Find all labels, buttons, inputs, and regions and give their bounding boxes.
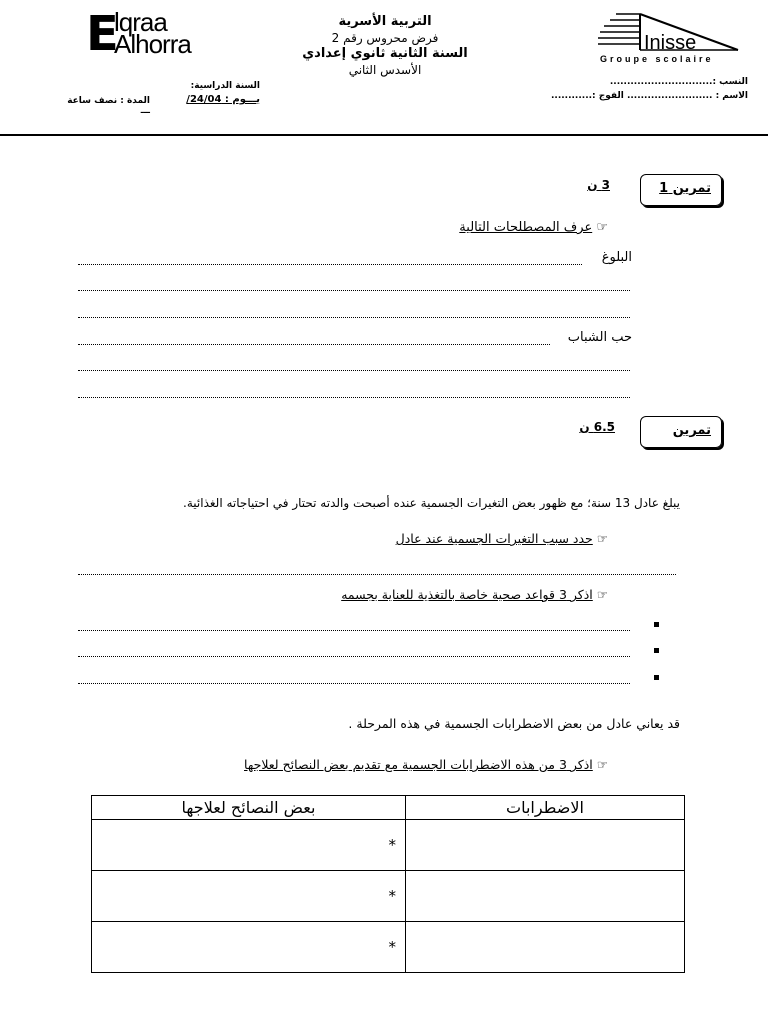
answer-line[interactable] [78, 264, 582, 265]
bullet-icon [654, 675, 659, 680]
answer-line[interactable] [78, 397, 630, 398]
exercise2-points: 6.5 ن [579, 420, 615, 434]
term-acne: حب الشباب [567, 330, 632, 345]
exercise1-instruction-line [420, 220, 608, 235]
pointing-hand-icon: ☞ [596, 531, 608, 546]
table-row [92, 922, 685, 973]
table-header-advice: بعض النصائح لعلاجها [92, 796, 406, 820]
subject-title: التربية الأسرية [338, 14, 432, 29]
header-divider [0, 134, 768, 136]
advice-cell[interactable] [92, 871, 406, 922]
bullet-icon [654, 648, 659, 653]
answer-line[interactable] [78, 574, 676, 575]
logo-word-1: lqraa [114, 7, 167, 37]
asterisk: * [388, 887, 396, 905]
student-surname-field[interactable]: النسب :.............................. [609, 77, 748, 87]
bullet-icon [654, 622, 659, 627]
logo-name: Inisse [644, 32, 697, 54]
level-title: السنة الثانية ثانوي إعدادي [302, 46, 468, 61]
exercise1-title: تمرين 1 [659, 181, 711, 196]
question-3: اذكر 3 من هذه الاضطرابات الجسمية مع تقديم بعض النصائح لعلاجها [244, 757, 593, 772]
answer-line[interactable] [78, 683, 630, 684]
answer-line[interactable] [78, 656, 630, 657]
question-1-line [330, 531, 608, 546]
disorder-cell[interactable] [406, 820, 685, 871]
answer-line[interactable] [78, 344, 550, 345]
table-row [92, 820, 685, 871]
asterisk: * [388, 836, 396, 854]
student-name-group-field[interactable]: الاسم : ......................... الفوج :............ [551, 91, 748, 101]
answer-line[interactable] [78, 630, 630, 631]
asterisk: * [388, 938, 396, 956]
answer-line[interactable] [78, 317, 630, 318]
exercise1-instruction: عرف المصطلحات التالية [459, 220, 593, 235]
logo-iqraa-alhorra [86, 6, 201, 62]
logo-tagline: Groupe scolaire [600, 54, 714, 64]
exam-duration: المدة : نصف ساعة ـــ [67, 96, 150, 116]
exam-title: فرض محروس رقم 2 [331, 31, 439, 45]
pointing-hand-icon: ☞ [596, 587, 608, 602]
answer-line[interactable] [78, 290, 630, 291]
semester-title: الأسدس الثاني [348, 63, 422, 77]
header-center [300, 14, 470, 78]
disorders-table [91, 795, 685, 973]
table-header-row [92, 796, 685, 820]
advice-cell[interactable] [92, 922, 406, 973]
disorder-cell[interactable] [406, 922, 685, 973]
table-row [92, 871, 685, 922]
advice-cell[interactable] [92, 820, 406, 871]
exercise2-title: تمرين [672, 423, 711, 438]
question-3-line [150, 757, 608, 772]
exam-date: يـــوم : 24/04/ [186, 94, 260, 105]
question-2-line [250, 587, 608, 602]
exercise1-points: 3 ن [587, 178, 610, 192]
pointing-hand-icon: ☞ [596, 757, 608, 772]
logo-inisse [596, 10, 746, 70]
school-year-label: السنة الدراسية: [190, 81, 260, 91]
question-1: حدد سبب التغيرات الجسمية عند عادل [395, 531, 593, 546]
table-header-disorders: الاضطرابات [406, 796, 685, 820]
logo-word-2: Alhorra [114, 29, 191, 59]
pointing-hand-icon: ☞ [596, 220, 608, 235]
term-puberty: البلوغ [601, 250, 632, 265]
question-2: اذكر 3 قواعد صحية خاصة بالتغذية للعناية بجسمه [341, 587, 593, 602]
logo-letter: E [86, 6, 117, 62]
exercise2-context-2: قد يعاني عادل من بعض الاضطرابات الجسمية في هذه المرحلة . [348, 716, 680, 731]
answer-line[interactable] [78, 370, 630, 371]
disorder-cell[interactable] [406, 871, 685, 922]
exercise2-context: يبلغ عادل 13 سنة؛ مع ظهور بعض التغيرات الجسمية عنده أصبحت والدته تحتار في احتياجاته الغذائية. [183, 496, 680, 510]
